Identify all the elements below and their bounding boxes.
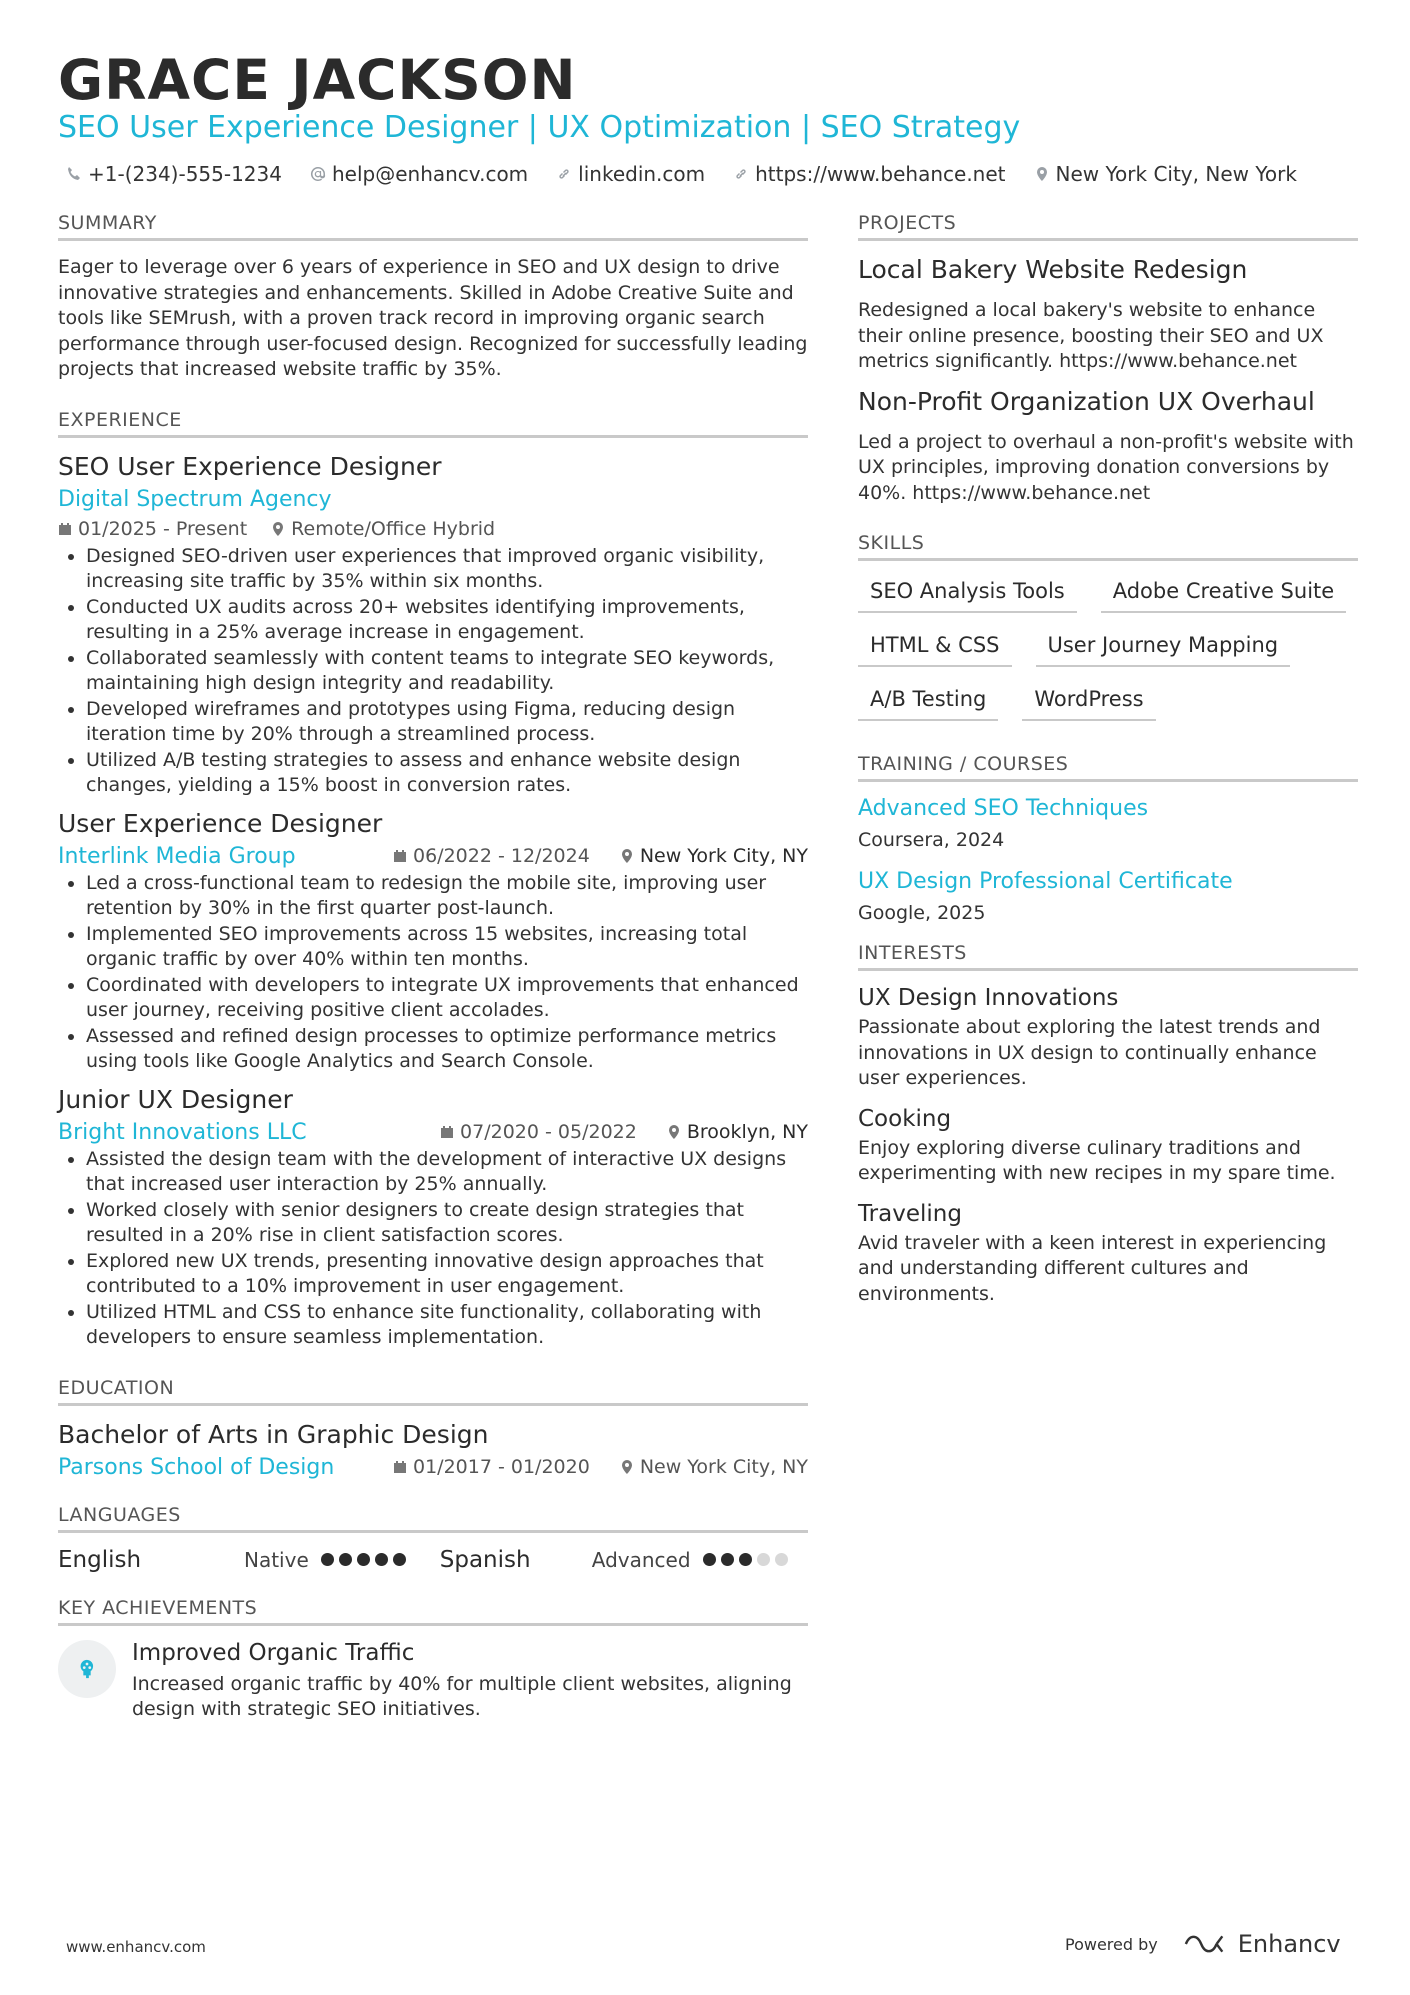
right-column xyxy=(858,212,1358,1325)
job-location xyxy=(271,518,495,540)
course-provider: Google, 2025 xyxy=(858,902,986,924)
candidate-name: GRACE JACKSON xyxy=(58,48,577,112)
languages-row xyxy=(58,1547,808,1573)
interest-text: Enjoy exploring diverse culinary traditions and experimenting with new recipes in my spare time. xyxy=(858,1136,1336,1184)
interest-item xyxy=(858,985,1358,1092)
website-text: https://www.behance.net xyxy=(755,162,1006,186)
interest-text: Avid traveler with a keen interest in experiencing and understanding different cultures and environments. xyxy=(858,1231,1327,1305)
job-title: User Experience Designer xyxy=(58,808,383,838)
company-name: Digital Spectrum Agency xyxy=(58,486,332,512)
bullet-item: • Implemented SEO improvements across 15 websites, increasing total organic traffic by over 40% within ten months. xyxy=(86,922,808,973)
location-text: Remote/Office Hybrid xyxy=(291,517,496,540)
bullet-item: • Collaborated seamlessly with content teams to integrate SEO keywords, maintaining high design integrity and readability. xyxy=(86,646,808,697)
bullet-item: • Worked closely with senior designers to create design strategies that resulted in a 20% rise in client satisfaction scores. xyxy=(86,1198,808,1249)
course-title: Advanced SEO Techniques xyxy=(858,796,1149,821)
company-name: Interlink Media Group xyxy=(58,843,296,869)
bullet-item: • Assessed and refined design processes to optimize performance metrics using tools like Google Analytics and Search Console. xyxy=(86,1024,808,1075)
skill-tag: A/B Testing xyxy=(858,683,998,721)
section-title-summary: SUMMARY xyxy=(58,212,808,241)
dates-text: 07/2020 - 05/2022 xyxy=(460,1121,637,1143)
language-rating xyxy=(321,1553,406,1566)
contact-location xyxy=(1034,162,1297,186)
enhancv-logo[interactable] xyxy=(1182,1930,1341,1958)
map-pin-icon xyxy=(620,849,634,863)
job-location xyxy=(620,845,808,867)
section-title-interests: INTERESTS xyxy=(858,942,1358,971)
skill-tag: WordPress xyxy=(1022,683,1155,721)
dates-text: 06/2022 - 12/2024 xyxy=(413,845,590,867)
map-pin-icon xyxy=(620,1460,634,1474)
summary-text: Eager to leverage over 6 years of experience in SEO and UX design to drive innovative strategies and enhancements. Skilled in Adobe Creative Suite and tools like SEMrush, with a proven track record in improving organic search performance through user-focused design. Recognized for successfully leading projects that increased website traffic by 35%. xyxy=(58,256,808,380)
education-meta xyxy=(58,1455,808,1480)
achievement-item xyxy=(58,1640,808,1723)
map-pin-icon xyxy=(667,1125,681,1139)
bullet-item: • Conducted UX audits across 20+ websites identifying improvements, resulting in a 25% average increase in engagement. xyxy=(86,595,808,646)
rating-dot-filled xyxy=(321,1553,334,1566)
location-text: Brooklyn, NY xyxy=(686,1121,808,1143)
language-rating xyxy=(703,1553,788,1566)
interest-item xyxy=(858,1106,1358,1187)
skill-tag: SEO Analysis Tools xyxy=(858,575,1077,613)
experience-section xyxy=(58,409,808,1351)
calendar-icon xyxy=(393,849,407,863)
job-bullets xyxy=(58,544,808,799)
location-text: New York City, New York xyxy=(1055,162,1297,186)
calendar-icon xyxy=(58,522,72,536)
company-name: Bright Innovations LLC xyxy=(58,1119,307,1145)
achievement-text: Increased organic traffic by 40% for multiple client websites, aligning design with strategic SEO initiatives. xyxy=(132,1672,792,1720)
link-icon xyxy=(556,166,572,182)
contact-website[interactable] xyxy=(733,162,1005,186)
interests-section xyxy=(858,942,1358,1307)
job-meta xyxy=(58,1120,808,1145)
project-text: Redesigned a local bakery's website to enhance their online presence, boosting their SEO and UX metrics significantly. https://www.behance.net xyxy=(858,299,1324,372)
job-dates xyxy=(440,1121,637,1143)
skills-section xyxy=(858,532,1358,721)
section-title-experience: EXPERIENCE xyxy=(58,409,808,438)
bullet-item: • Designed SEO-driven user experiences that improved organic visibility, increasing site traffic by 35% within six months. xyxy=(86,544,808,595)
dates-text: 01/2025 - Present xyxy=(78,517,248,540)
job-bullets xyxy=(58,1147,808,1351)
location-text: New York City, NY xyxy=(639,845,808,867)
job-title: SEO User Experience Designer xyxy=(58,451,442,481)
bullet-item: • Utilized HTML and CSS to enhance site functionality, collaborating with developers to ensure seamless implementation. xyxy=(86,1300,808,1351)
rating-dot-filled xyxy=(375,1553,388,1566)
course-provider: Coursera, 2024 xyxy=(858,829,1005,851)
job-meta xyxy=(58,844,808,869)
skill-tag: User Journey Mapping xyxy=(1036,629,1291,667)
bullet-item: • Developed wireframes and prototypes using Figma, reducing design iteration time by 20% through a streamlined process. xyxy=(86,697,808,748)
bullet-item: • Led a cross-functional team to redesign the mobile site, improving user retention by 30% in the first quarter post-launch. xyxy=(86,871,808,922)
enhancv-logo-icon xyxy=(1182,1932,1230,1956)
section-title-projects: PROJECTS xyxy=(858,212,1358,241)
contact-bar xyxy=(66,162,1297,186)
languages-section xyxy=(58,1504,808,1573)
interest-title: Traveling xyxy=(858,1200,962,1227)
interest-title: UX Design Innovations xyxy=(858,985,1119,1011)
section-title-achievements: KEY ACHIEVEMENTS xyxy=(58,1597,808,1626)
brain-icon xyxy=(58,1640,116,1698)
powered-by-label: Powered by xyxy=(1065,1934,1158,1954)
job-location xyxy=(667,1121,808,1143)
language-level: Advanced xyxy=(591,1547,691,1572)
job-bullets xyxy=(58,871,808,1075)
job-dates xyxy=(393,845,590,867)
link-icon xyxy=(733,166,749,182)
contact-email[interactable] xyxy=(310,162,528,186)
rating-dot-filled xyxy=(721,1553,734,1566)
project-item xyxy=(858,255,1358,375)
job-entry xyxy=(58,1085,808,1351)
section-title-languages: LANGUAGES xyxy=(58,1504,808,1533)
project-title: Local Bakery Website Redesign xyxy=(858,255,1248,284)
interest-text: Passionate about exploring the latest trends and innovations in UX design to continually enhance user experiences. xyxy=(858,1016,1321,1089)
linkedin-text: linkedin.com xyxy=(578,162,706,186)
job-dates xyxy=(58,518,247,540)
calendar-icon xyxy=(440,1125,454,1139)
course-title: UX Design Professional Certificate xyxy=(858,869,1233,894)
dates-text: 01/2017 - 01/2020 xyxy=(413,1456,590,1478)
education-section xyxy=(58,1377,808,1480)
skill-tag: HTML & CSS xyxy=(858,629,1012,667)
section-title-training: TRAINING / COURSES xyxy=(858,753,1358,782)
section-title-skills: SKILLS xyxy=(858,532,1358,561)
calendar-icon xyxy=(393,1460,407,1474)
achievement-body xyxy=(132,1640,808,1723)
school-name: Parsons School of Design xyxy=(58,1454,335,1480)
job-meta xyxy=(58,518,808,540)
skills-list xyxy=(858,575,1358,721)
footer-site-link[interactable]: www.enhancv.com xyxy=(66,1938,206,1956)
section-title-education: EDUCATION xyxy=(58,1377,808,1406)
job-title: Junior UX Designer xyxy=(58,1084,293,1114)
interest-item xyxy=(858,1201,1358,1308)
achievements-section xyxy=(58,1597,808,1723)
bullet-item: • Assisted the design team with the development of interactive UX designs that increased user interaction by 25% annually. xyxy=(86,1147,808,1198)
interest-title: Cooking xyxy=(858,1105,952,1132)
job-entry xyxy=(58,452,808,799)
rating-dot-filled xyxy=(703,1553,716,1566)
education-location xyxy=(620,1456,808,1478)
projects-section xyxy=(858,212,1358,506)
project-title: Non-Profit Organization UX Overhaul xyxy=(858,386,1315,416)
email-text: help@enhancv.com xyxy=(331,162,529,186)
left-column xyxy=(58,212,808,1741)
map-pin-icon xyxy=(271,522,285,536)
contact-phone[interactable] xyxy=(66,162,282,186)
project-item xyxy=(858,387,1358,507)
bullet-item: • Utilized A/B testing strategies to assess and enhance website design changes, yielding a 15% boost in conversion rates. xyxy=(86,748,808,799)
language-name: English xyxy=(58,1546,142,1573)
rating-dot-empty xyxy=(757,1553,770,1566)
rating-dot-empty xyxy=(775,1553,788,1566)
rating-dot-filled xyxy=(339,1553,352,1566)
skill-tag: Adobe Creative Suite xyxy=(1101,575,1346,613)
language-level: Native xyxy=(244,1547,309,1572)
contact-linkedin[interactable] xyxy=(556,162,705,186)
bullet-item: • Coordinated with developers to integrate UX improvements that enhanced user journey, receiving positive client accolades. xyxy=(86,973,808,1024)
phone-icon xyxy=(66,166,82,182)
achievement-title: Improved Organic Traffic xyxy=(132,1639,415,1666)
rating-dot-filled xyxy=(357,1553,370,1566)
degree-title: Bachelor of Arts in Graphic Design xyxy=(58,1419,489,1449)
job-entry xyxy=(58,809,808,1075)
project-text: Led a project to overhaul a non-profit's website with UX principles, improving donation conversions by 40%. https://www.behance.net xyxy=(858,430,1354,504)
bullet-item: • Explored new UX trends, presenting innovative design approaches that contributed to a 10% improvement in user engagement. xyxy=(86,1249,808,1300)
footer-branding xyxy=(1065,1930,1341,1958)
summary-section xyxy=(58,212,808,383)
rating-dot-filled xyxy=(393,1553,406,1566)
training-section xyxy=(858,753,1358,924)
brand-name: Enhancv xyxy=(1237,1930,1341,1958)
language-name: Spanish xyxy=(439,1546,531,1573)
location-text: New York City, NY xyxy=(639,1456,808,1478)
rating-dot-filled xyxy=(739,1553,752,1566)
phone-text: +1-(234)-555-1234 xyxy=(88,162,282,186)
education-dates xyxy=(393,1456,590,1478)
headline: SEO User Experience Designer | UX Optimization | SEO Strategy xyxy=(58,110,1021,145)
at-icon xyxy=(310,166,326,182)
map-pin-icon xyxy=(1034,166,1050,182)
